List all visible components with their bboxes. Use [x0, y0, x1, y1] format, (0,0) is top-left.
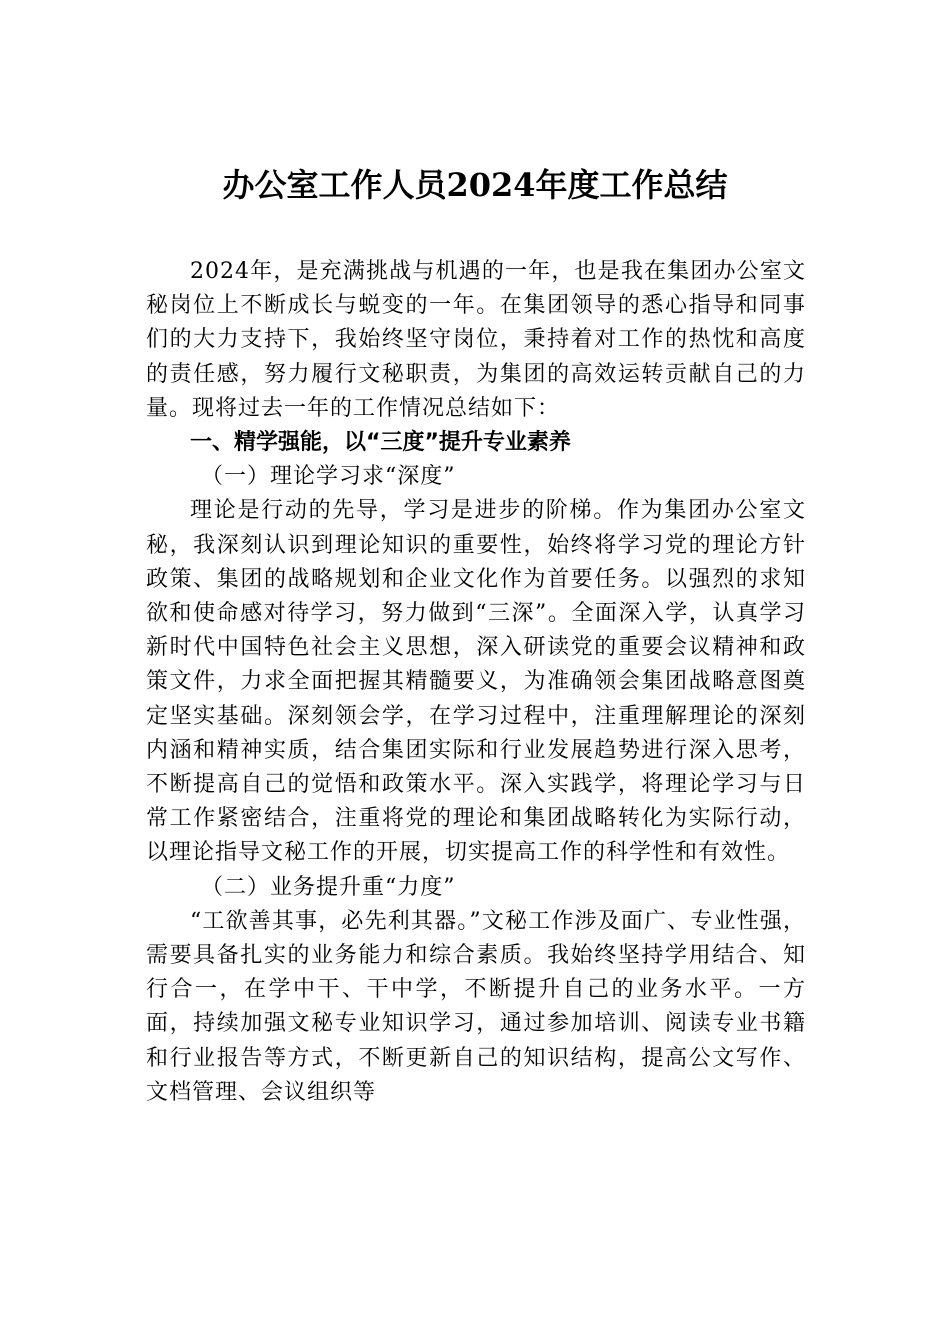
- document-title: 办公室工作人员2024年度工作总结: [222, 166, 728, 204]
- intro-paragraph: 2024年，是充满挑战与机遇的一年，也是我在集团办公室文秘岗位上不断成长与蜕变的一年。在集团领导的悉心指导和同事们的大力支持下，我始终坚守岗位，秉持着对工作的热忱和高度的责任感，努力履行文秘职责，为集团的高效运转贡献自己的力量。现将过去一年的工作情况总结如下：: [146, 259, 806, 421]
- subsection-heading-1: （一）理论学习求“深度”: [201, 464, 456, 490]
- subsection-1-paragraph: 理论是行动的先导，学习是进步的阶梯。作为集团办公室文秘，我深刻认识到理论知识的重要性，始终将学习党的理论方针政策、集团的战略规划和企业文化作为首要任务。以强烈的求知欲和使命感对待学习，努力做到“三深”。全面深入学，认真学习新时代中国特色社会主义思想，深入研读党的重要会议精神和政策文件，力求全面把握其精髓要义，为准确领会集团战略意图奠定坚实基础。深刻领会学，在学习过程中，注重理解理论的深刻内涵和精神实质，结合集团实际和行业发展趋势进行深入思考，不断提高自己的觉悟和政策水平。深入实践学，将理论学习与日常工作紧密结合，注重将党的理论和集团战略转化为实际行动，以理论指导文秘工作的开展，切实提高工作的科学性和有效性。: [146, 498, 806, 866]
- subsection-2-paragraph: “工欲善其事，必先利其器。”文秘工作涉及面广、专业性强，需要具备扎实的业务能力和综合素质。我始终坚持学用结合、知行合一，在学中干、干中学，不断提升自己的业务水平。一方面，持续加强文秘专业知识学习，通过参加培训、阅读专业书籍和行业报告等方式，不断更新自己的知识结构，提高公文写作、文档管理、会议组织等: [146, 908, 806, 1105]
- subsection-heading-2: （二）业务提升重“力度”: [201, 874, 456, 900]
- document-body: [146, 255, 806, 1110]
- section-heading-1: 一、精学强能，以“三度”提升专业素养: [190, 430, 571, 456]
